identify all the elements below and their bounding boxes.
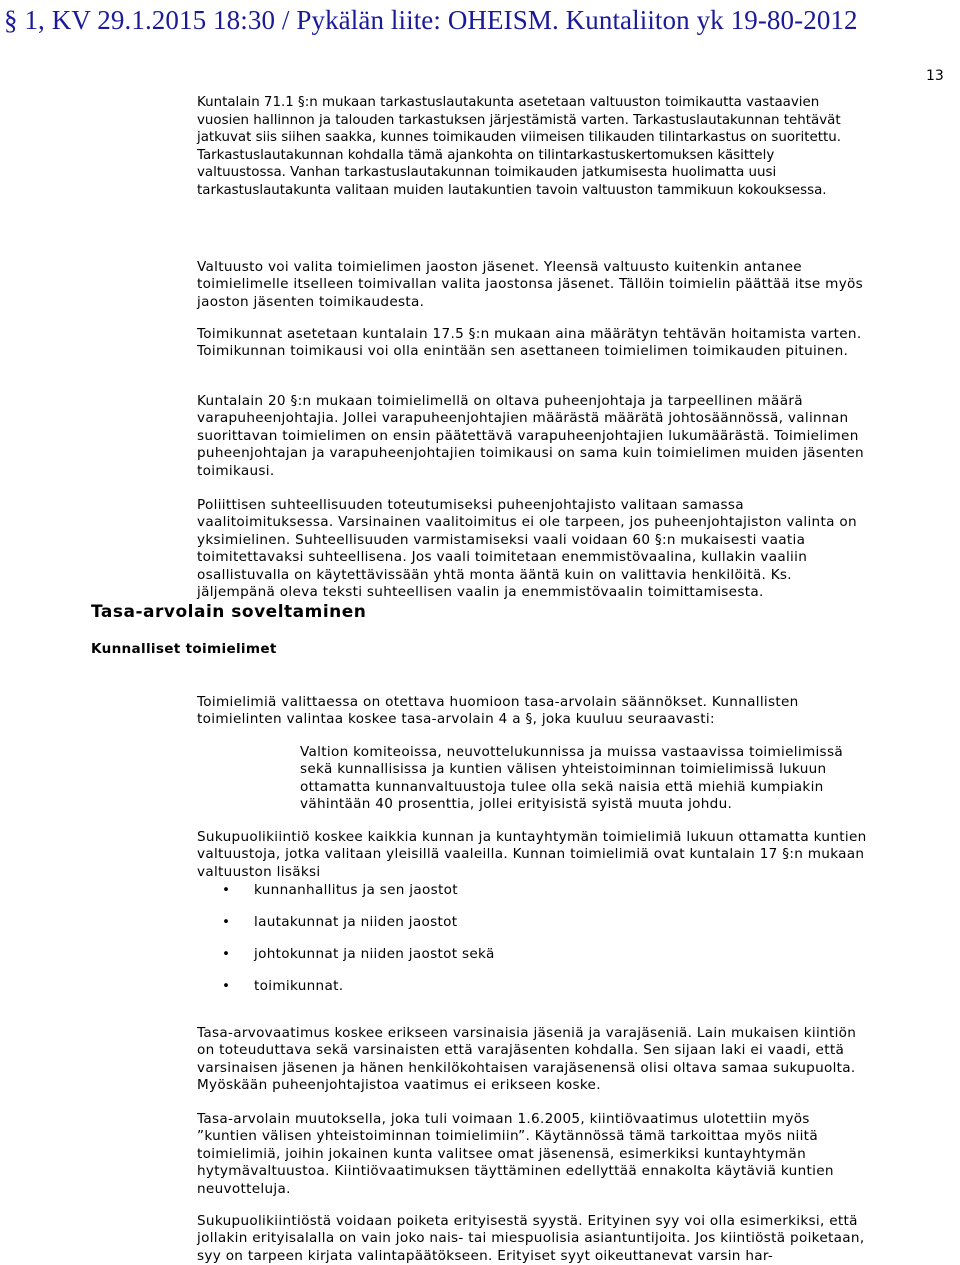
paragraph-10: Sukupuolikiintiöstä voidaan poiketa erityisestä syystä. Erityinen syy voi olla esimerkiksi, että jollakin erityisalalla on vain joko nais- tai miespuolisia asiantuntijoita. Jos kiintiöstä poiketaan, syy on tarpeen kirjata valintapäätökseen. Erityiset syyt oikeuttanevat varsin har- [197,1212,865,1264]
list-item [222,914,822,932]
list-item [222,882,822,900]
list-item-label: toimikunnat. [254,978,344,994]
law-quote: Valtion komiteoissa, neuvottelukunnissa ja muissa vastaavissa toimielimissä sekä kunnallisissa ja kuntien välisen yhteistoiminnan toimielimissä lukuun ottamatta kunnanvaltuustoja tulee olla sekä naisia että miehiä kumpiakin vähintään 40 prosenttia, jollei erityisistä syistä muuta johdu. [300,743,843,813]
paragraph-9: Tasa-arvolain muutoksella, joka tuli voimaan 1.6.2005, kiintiövaatimus ulotettiin myös ”kuntien välisen yhteistoiminnan toimielimiin”. Käytännössä tämä tarkoittaa myös niitä toimielimiä, joihin jokainen kunta valitsee omat jäsenensä, esimerkiksi kuntayhtymän hytymävaltuustoa. Kiintiövaatimuksen täyttäminen edellyttää ennakolta käytäviä kuntien neuvotteluja. [197,1110,834,1197]
paragraph-5: Poliittisen suhteellisuuden toteutumiseksi puheenjohtajisto valitaan samassa vaalitoimituksessa. Varsinainen vaalitoimitus ei ole tarpeen, jos puheenjohtajiston valinta on yksimielinen. Suhteellisuuden varmistamiseksi vaali voidaan 60 §:n mukaisesti vaatia toimitettavaksi suhteellisena. Jos vaali toimitetaan enemmistövaalina, kullakin vaaliin osallistuvalla on käytettävissään yhtä monta ääntä kuin on valittavia henkilöitä. Ks. jäljempänä oleva teksti suhteellisen vaalin ja enemmistövaalin toimittamisesta. [197,496,857,601]
bullet-icon: • [222,914,231,930]
bullet-icon: • [222,978,231,994]
section-heading: Tasa-arvolain soveltaminen [91,602,367,622]
paragraph-8: Tasa-arvovaatimus koskee erikseen varsinaisia jäseniä ja varajäseniä. Lain mukaisen kiintiön on toteuduttava sekä varsinaisten että varajäsenten kohdalla. Sen sijaan laki ei vaadi, että varsinaisen jäsenen ja hänen henkilökohtaisen varajäsenensä olisi oltava samaa sukupuolta. Myöskään puheenjohtajistoa vaatimus ei erikseen koske. [197,1024,857,1094]
paragraph-4: Kuntalain 20 §:n mukaan toimielimellä on oltava puheenjohtaja ja tarpeellinen määrä varapuheenjohtajia. Jollei varapuheenjohtajien määrästä määrätä johtosäännössä, valinnan suorittavan toimielimen on ensin päätettävä varapuheenjohtajien lukumäärästä. Toimielimen puheenjohtajan ja varapuheenjohtajien toimikausi on sama kuin toimielimen muiden jäsenten toimikausi. [197,392,864,479]
list-item-label: kunnanhallitus ja sen jaostot [254,882,458,898]
list-item [222,978,822,996]
bullet-icon: • [222,882,231,898]
paragraph-2: Valtuusto voi valita toimielimen jaoston jäsenet. Yleensä valtuusto kuitenkin antanee toimielimelle itselleen toimivallan valita jaostonsa jäsenet. Tällöin toimielin päättää itse myös jaoston jäsenten toimikaudesta. [197,258,864,310]
page-number: 13 [926,68,944,84]
list-item-label: johtokunnat ja niiden jaostot sekä [254,946,495,962]
list-item [222,946,822,964]
list-item-label: lautakunnat ja niiden jaostot [254,914,458,930]
paragraph-1: Kuntalain 71.1 §:n mukaan tarkastuslautakunta asetetaan valtuuston toimikautta vastaavien vuosien hallinnon ja talouden tarkastuksen järjestämistä varten. Tarkastuslautakunnan tehtävät jatkuvat siis siihen saakka, kunnes toimikauden viimeisen tilikauden tilintarkastus on suoritettu. Tarkastuslautakunnan kohdalla tämä ajankohta on tilintarkastuskertomuksen käsittely valtuustossa. Vanhan tarkastuslautakunnan toimikauden jatkumisesta huolimatta uusi tarkastuslautakunta valitaan muiden lautakuntien tavoin valtuuston tammikuun kokouksessa. [197,95,841,198]
paragraph-7: Sukupuolikiintiö koskee kaikkia kunnan ja kuntayhtymän toimielimiä lukuun ottamatta kuntien valtuustoja, jotka valitaan yleisillä vaaleilla. Kunnan toimielimiä ovat kuntalain 17 §:n mukaan valtuuston lisäksi [197,828,867,880]
running-header: § 1, KV 29.1.2015 18:30 / Pykälän liite: OHEISM. Kuntaliiton yk 19-80-2012 [4,5,858,35]
paragraph-3: Toimikunnat asetetaan kuntalain 17.5 §:n mukaan aina määrätyn tehtävän hoitamista varten. Toimikunnan toimikausi voi olla enintään sen asettaneen toimielimen toimikauden pituinen. [197,325,862,360]
paragraph-6: Toimielimiä valittaessa on otettava huomioon tasa-arvolain säännökset. Kunnallisten toimielinten valintaa koskee tasa-arvolain 4 a §, joka kuuluu seuraavasti: [197,693,799,728]
subsection-heading: Kunnalliset toimielimet [91,641,277,657]
bullet-icon: • [222,946,231,962]
